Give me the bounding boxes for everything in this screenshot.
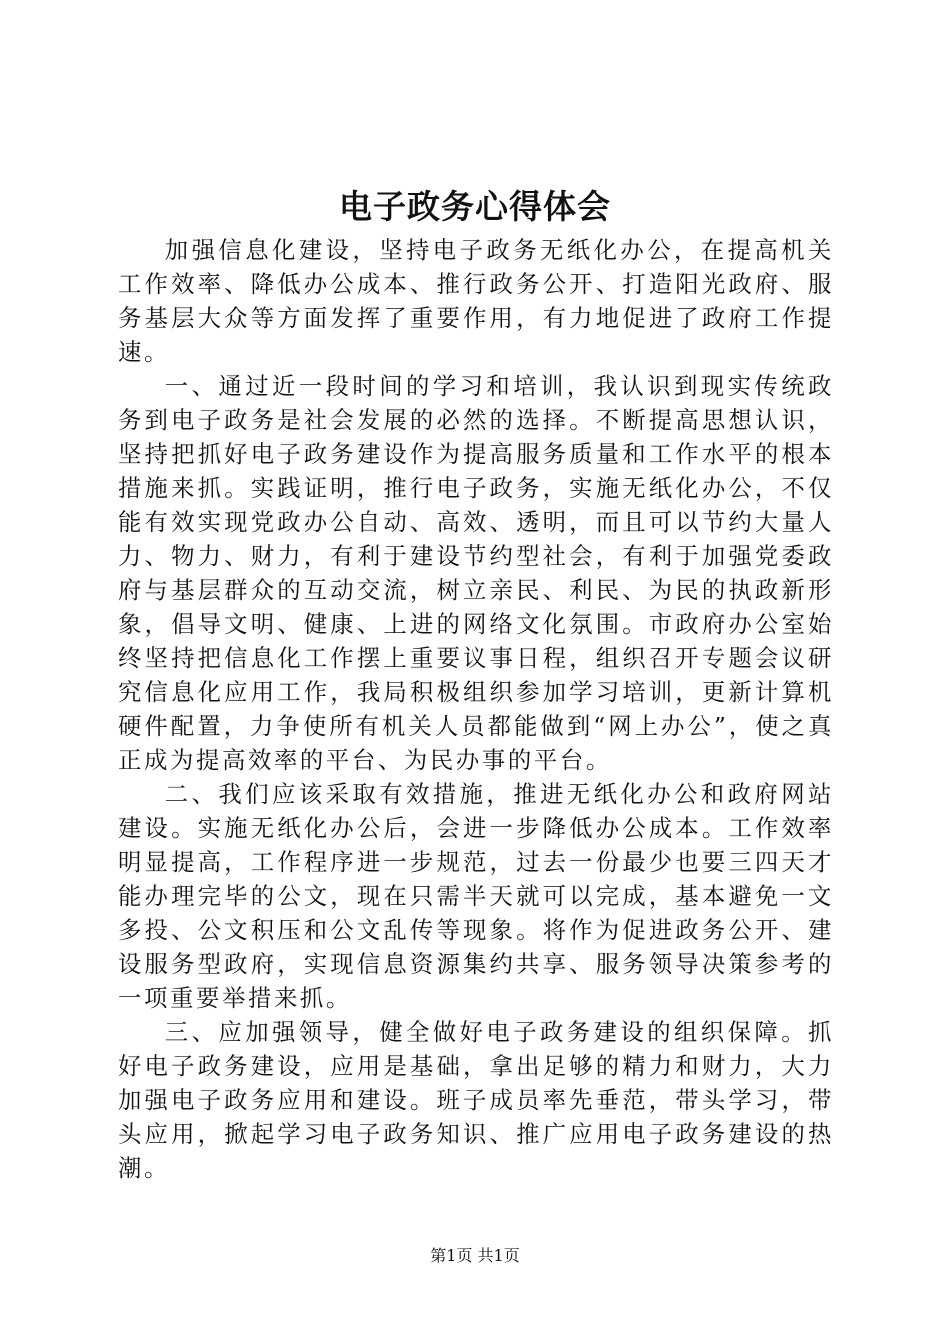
page-number-footer: 第1页 共1页	[430, 1246, 520, 1265]
paragraph-intro: 加强信息化建设，坚持电子政务无纸化办公，在提高机关工作效率、降低办公成本、推行政务公开、打造阳光政府、服务基层大众等方面发挥了重要作用，有力地促进了政府工作提速。	[118, 236, 834, 366]
document-body	[118, 233, 834, 1185]
paragraph-section-three: 三、应加强领导，健全做好电子政务建设的组织保障。抓好电子政务建设，应用是基础，拿出足够的精力和财力，大力加强电子政务应用和建设。班子成员率先垂范，带头学习，带头应用，掀起学习电子政务知识、推广应用电子政务建设的热潮。	[118, 1018, 834, 1182]
paragraph-section-two: 二、我们应该采取有效措施，推进无纸化办公和政府网站建设。实施无纸化办公后，会进一步降低办公成本。工作效率明显提高，工作程序进一步规范，过去一份最少也要三四天才能办理完毕的公文，现在只需半天就可以完成，基本避免一文多投、公文积压和公文乱传等现象。将作为促进政务公开、建设服务型政府，实现信息资源集约共享、服务领导决策参考的一项重要举措来抓。	[118, 780, 834, 1012]
document-title: 电子政务心得体会	[339, 187, 611, 226]
paragraph-section-one: 一、通过近一段时间的学习和培训，我认识到现实传统政务到电子政务是社会发展的必然的选择。不断提高思想认识，坚持把抓好电子政务建设作为提高服务质量和工作水平的根本措施来抓。实践证明，推行电子政务，实施无纸化办公，不仅能有效实现党政办公自动、高效、透明，而且可以节约大量人力、物力、财力，有利于建设节约型社会，有利于加强党委政府与基层群众的互动交流，树立亲民、利民、为民的执政新形象，倡导文明、健康、上进的网络文化氛围。市政府办公室始终坚持把信息化工作摆上重要议事日程，组织召开专题会议研究信息化应用工作，我局积极组织参加学习培训，更新计算机硬件配置，力争使所有机关人员都能做到“网上办公”，使之真正成为提高效率的平台、为民办事的平台。	[118, 372, 834, 774]
